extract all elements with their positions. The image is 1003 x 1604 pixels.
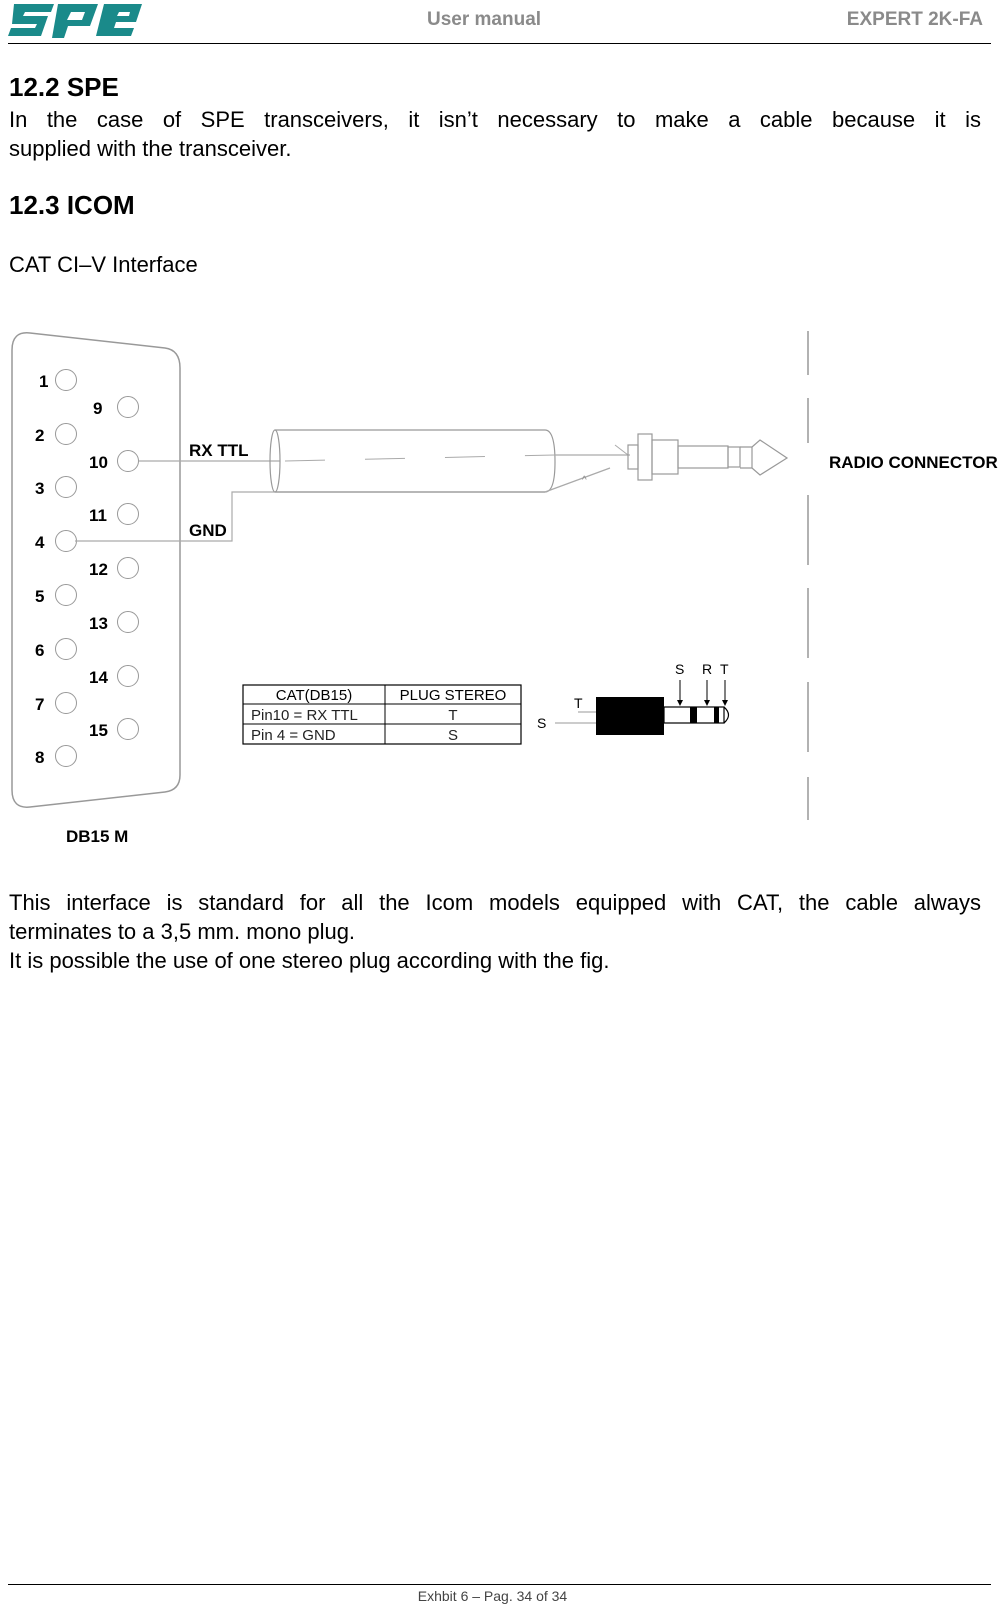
svg-text:^: ^ (582, 475, 587, 486)
pin-8 (35, 746, 77, 768)
pin-15 (89, 719, 139, 741)
spe-text-line1: In the case of SPE transceivers, it isn’t necessary to make a cable because it is (9, 107, 981, 132)
section-heading-icom: 12.3 ICOM (9, 190, 135, 220)
pin-mapping-table (243, 685, 521, 744)
cable-shield (275, 430, 555, 492)
db15-label: DB15 M (66, 827, 129, 846)
pin-12 (89, 558, 139, 580)
table-header-plug: PLUG STEREO (399, 687, 507, 704)
gnd-wire (75, 492, 545, 541)
pin-11 (89, 504, 139, 526)
table-cell-r2c1: Pin 4 = GND (251, 727, 336, 744)
pin-label-7: 7 (35, 695, 45, 714)
plug-side-t-label: T (574, 695, 583, 711)
pin-3 (35, 477, 77, 499)
table-cell-r1c2: T (448, 707, 458, 724)
header-title: User manual (427, 9, 542, 30)
section-heading-spe: 12.2 SPE (9, 72, 119, 102)
pin-label-12: 12 (89, 560, 108, 579)
pin-label-1: 1 (39, 372, 49, 391)
table-cell-r2c2: S (447, 727, 459, 744)
rx-ttl-label: RX TTL (189, 441, 249, 460)
pin-10 (89, 451, 139, 473)
pin-label-2: 2 (35, 426, 45, 445)
pin-5 (35, 585, 77, 607)
cat-interface-title: CAT CI–V Interface (9, 252, 198, 277)
mono-plug (628, 434, 787, 480)
header-divider (8, 43, 991, 44)
plug-r-label: R (702, 661, 713, 677)
table-cell-r1c1: Pin10 = RX TTL (251, 707, 358, 724)
interface-text-line1: This interface is standard for all the Icom models equipped with CAT, the cable always (9, 890, 981, 915)
pin-label-14: 14 (89, 668, 108, 687)
pin-7 (35, 693, 77, 715)
pin-label-11: 11 (89, 506, 107, 525)
header-model: EXPERT 2K-FA (846, 9, 983, 30)
pin-2 (35, 424, 77, 446)
radio-connector-label: RADIO CONNECTOR (829, 453, 998, 472)
pin-label-8: 8 (35, 748, 45, 767)
pin-label-6: 6 (35, 641, 45, 660)
pin-label-13: 13 (89, 614, 108, 633)
pin-14 (89, 666, 139, 688)
pin-label-9: 9 (93, 399, 103, 418)
pin-1 (39, 370, 77, 392)
pin-13 (89, 612, 139, 634)
pin-label-10: 10 (89, 453, 108, 472)
stereo-plug (537, 661, 729, 735)
spe-text-line2: supplied with the transceiver. (9, 136, 292, 161)
pin-label-5: 5 (35, 587, 45, 606)
pin-label-3: 3 (35, 479, 45, 498)
pin-9 (93, 397, 139, 419)
footer-divider (8, 1584, 991, 1585)
plug-t-label: T (720, 661, 729, 677)
pin-6 (35, 639, 77, 661)
interface-text-line3: It is possible the use of one stereo plug according with the fig. (9, 948, 610, 973)
plug-s-label: S (675, 661, 685, 677)
wiring-diagram (0, 325, 1003, 855)
pin-label-15: 15 (89, 721, 108, 740)
gnd-label: GND (189, 521, 227, 540)
interface-text-line2: terminates to a 3,5 mm. mono plug. (9, 919, 356, 944)
spe-logo (8, 0, 142, 42)
pin-label-4: 4 (35, 533, 45, 552)
table-header-cat: CAT(DB15) (275, 687, 353, 704)
pin-4 (35, 531, 77, 553)
footer-page-number: Exhbit 6 – Pag. 34 of 34 (417, 1588, 568, 1604)
plug-side-s-label: S (537, 715, 547, 731)
